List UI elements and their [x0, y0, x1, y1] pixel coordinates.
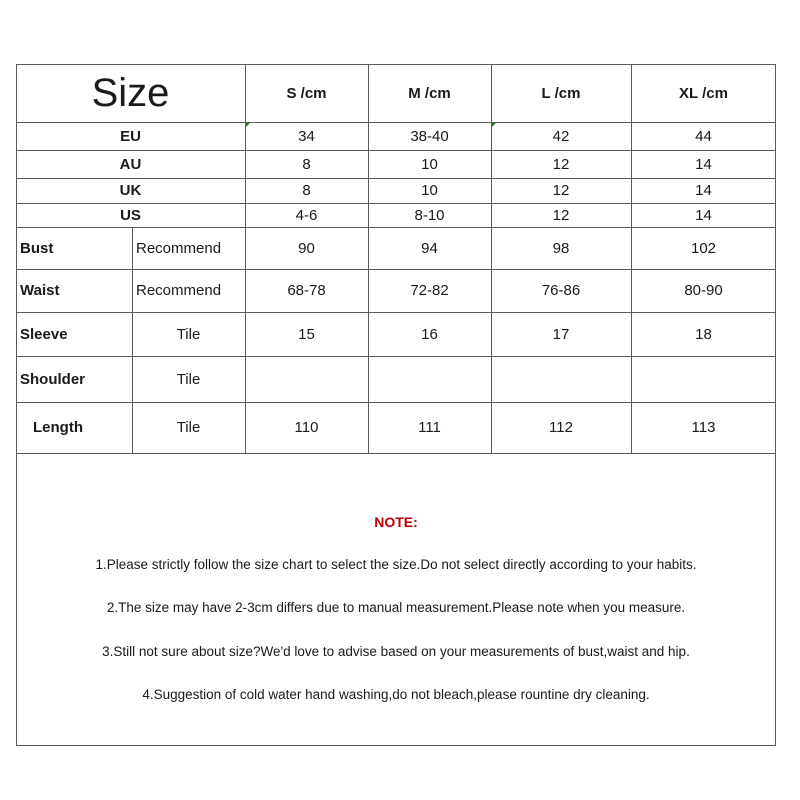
table-cell: 8	[302, 182, 311, 199]
measure-label-shoulder: Shoulder	[20, 370, 86, 388]
table-cell: 111	[418, 419, 441, 436]
table-cell: 42	[552, 127, 570, 145]
note-line-4: 4.Suggestion of cold water hand washing,do not bleach,please rountine dry cleaning.	[142, 687, 650, 702]
grid-line	[16, 453, 776, 454]
table-cell: 14	[695, 206, 712, 224]
table-cell: 113	[691, 419, 716, 436]
note-line-2: 2.The size may have 2-3cm differs due to manual measurement.Please note when you measure.	[106, 600, 686, 615]
table-cell: 8	[302, 155, 311, 173]
chart-title: Size	[91, 70, 170, 115]
table-cell: 44	[695, 127, 712, 145]
table-cell: 8-10	[414, 206, 445, 224]
measure-method: Tile	[176, 419, 201, 436]
note-line-1: 1.Please strictly follow the size chart to select the size.Do not select directly according to your habits.	[95, 557, 697, 572]
region-label-eu: EU	[120, 127, 141, 145]
table-cell	[368, 356, 491, 402]
table-cell: 38-40	[410, 127, 449, 145]
size-header-m: M /cm	[408, 84, 451, 102]
table-cell: 102	[690, 239, 717, 257]
table-cell	[491, 356, 631, 402]
table-cell: 80-90	[684, 282, 723, 299]
region-label-us: US	[120, 206, 141, 224]
table-cell: 17	[552, 325, 570, 343]
measure-method: Recommend	[136, 239, 222, 257]
table-cell: 98	[552, 239, 570, 257]
table-cell: 90	[298, 239, 315, 257]
region-label-au: AU	[119, 155, 142, 173]
table-cell: 34	[298, 127, 315, 145]
measure-method: Recommend	[136, 282, 222, 299]
table-cell	[631, 356, 776, 402]
note-title: NOTE:	[374, 514, 418, 530]
table-cell: 18	[695, 325, 712, 343]
measure-method: Tile	[176, 370, 201, 388]
size-header-s: S /cm	[286, 84, 327, 102]
table-cell: 12	[552, 155, 570, 173]
measure-label-sleeve: Sleeve	[20, 325, 68, 343]
size-header-xl: XL /cm	[679, 84, 728, 102]
table-cell: 68-78	[287, 282, 326, 299]
table-cell: 10	[421, 182, 438, 199]
table-cell: 14	[695, 182, 712, 199]
note-line-3: 3.Still not sure about size?We'd love to advise based on your measurements of bust,waist and hip.	[102, 644, 690, 659]
grid-line	[16, 745, 776, 746]
table-cell: 110	[294, 419, 319, 436]
table-cell: 4-6	[295, 206, 318, 224]
size-header-l: L /cm	[541, 84, 581, 102]
table-cell: 12	[552, 182, 570, 199]
measure-label-length: Length	[33, 419, 83, 436]
table-cell: 112	[549, 419, 573, 436]
measure-label-waist: Waist	[20, 282, 60, 299]
table-cell: 12	[552, 206, 570, 224]
region-label-uk: UK	[119, 182, 142, 199]
table-cell	[245, 356, 368, 402]
measure-method: Tile	[176, 325, 201, 343]
table-cell: 15	[298, 325, 315, 343]
table-cell: 76-86	[541, 282, 581, 299]
table-cell: 10	[421, 155, 438, 173]
size-chart	[16, 64, 776, 746]
table-cell: 94	[421, 239, 438, 257]
table-cell: 16	[421, 325, 438, 343]
measure-label-bust: Bust	[20, 239, 54, 257]
table-cell: 14	[695, 155, 712, 173]
table-cell: 72-82	[410, 282, 449, 299]
